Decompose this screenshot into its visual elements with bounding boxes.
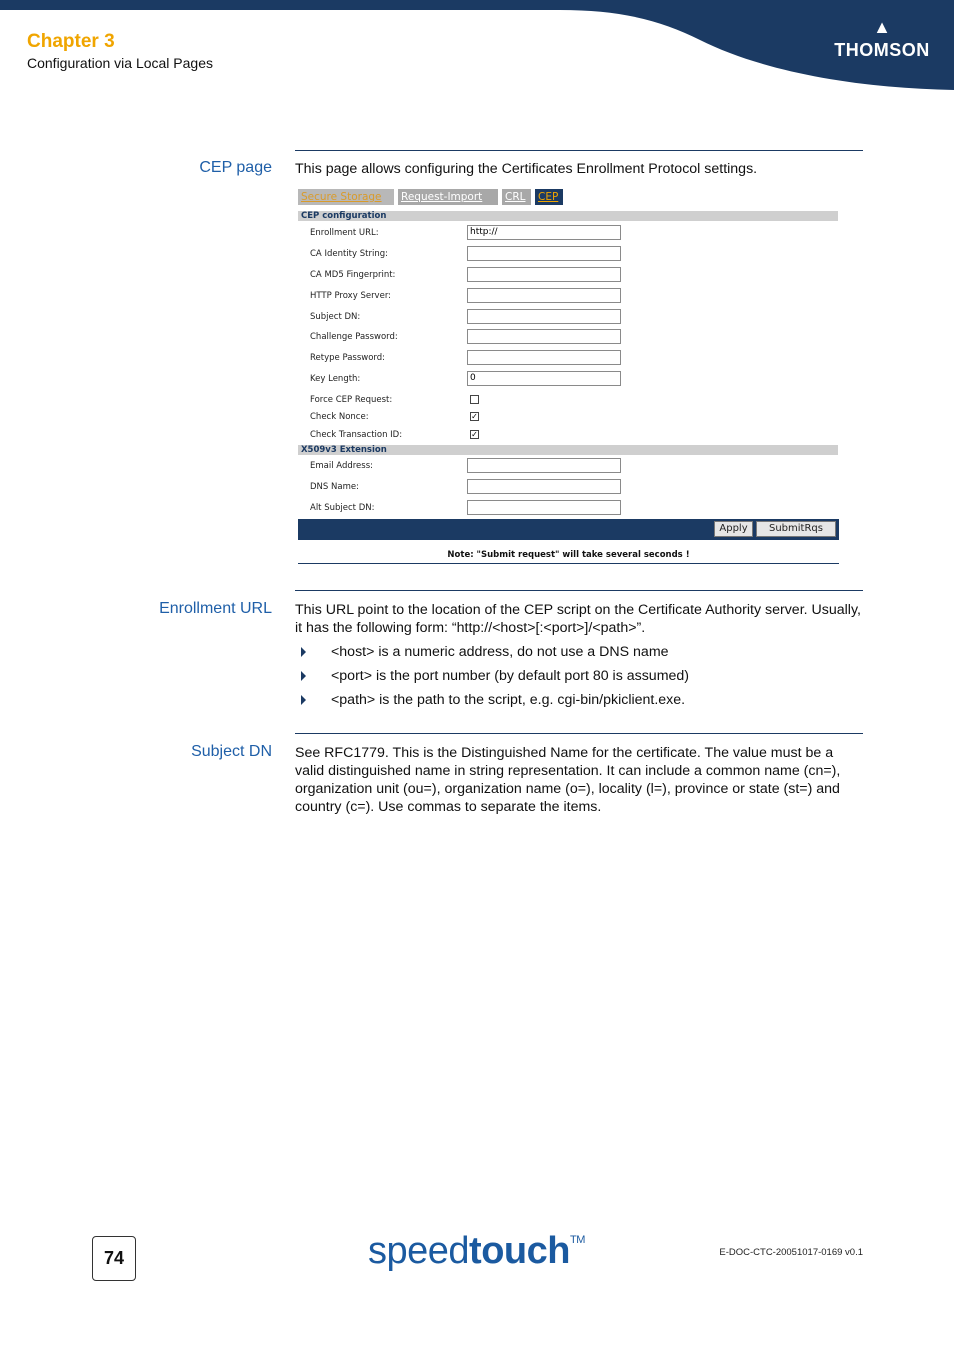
cep-page-text: This page allows configuring the Certificates Enrollment Protocol settings.: [295, 161, 758, 177]
form-row-subject-dn: [310, 309, 830, 327]
enrollment-url-text: This URL point to the location of the CEP script on the Certificate Authority server. Usually, it has the following form: “http://<host>[:<port>]/<path>”.: [295, 602, 861, 636]
subject-dn-heading: Subject DN: [191, 743, 272, 760]
speedtouch-logo-bold: touch: [469, 1230, 570, 1272]
check-transaction-id-checkbox[interactable]: ✓: [471, 430, 478, 439]
form-row-email-address: [310, 458, 830, 476]
bullet-text: <host> is a numeric address, do not use a DNS name: [331, 644, 669, 660]
form-row-ca-md5: [310, 267, 830, 285]
http-proxy-input[interactable]: [467, 288, 621, 303]
submit-request-button[interactable]: SubmitRqs: [756, 521, 836, 537]
section-divider: [295, 150, 863, 151]
field-label: Force CEP Request:: [310, 395, 393, 405]
submit-note: Note: "Submit request" will take several seconds !: [447, 550, 690, 560]
enrollment-url-heading: Enrollment URL: [159, 600, 272, 617]
field-label: CA MD5 Fingerprint:: [310, 270, 396, 280]
subject-dn-input[interactable]: [467, 309, 621, 324]
bullet-arrow-icon: [301, 647, 306, 657]
note-divider: [298, 563, 839, 564]
force-cep-checkbox[interactable]: [470, 395, 479, 404]
page-number: 74: [92, 1236, 136, 1281]
form-row-key-length: [310, 371, 830, 389]
field-label: Check Transaction ID:: [310, 430, 403, 440]
alt-subject-dn-input[interactable]: [467, 500, 621, 515]
field-label: HTTP Proxy Server:: [310, 291, 392, 301]
speedtouch-logo-light: speed: [368, 1230, 470, 1272]
apply-button[interactable]: Apply: [714, 521, 753, 537]
bullet-text: <path> is the path to the script, e.g. cgi-bin/pkiclient.exe.: [331, 692, 686, 708]
document-id: E-DOC-CTC-20051017-0169 v0.1: [719, 1247, 863, 1258]
thomson-logo-icon: ▲: [873, 17, 891, 37]
section-divider: [295, 590, 863, 591]
email-address-input[interactable]: [467, 458, 621, 473]
bullet-text: <port> is the port number (by default port 80 is assumed): [331, 668, 690, 684]
list-item: [295, 667, 863, 685]
x509-extension-header: X509v3 Extension: [298, 445, 838, 455]
cep-config-screenshot: [298, 187, 839, 567]
form-row-challenge-password: [310, 329, 830, 347]
form-row-check-transaction-id: [310, 427, 830, 445]
field-label: Alt Subject DN:: [310, 503, 375, 513]
field-label: Check Nonce:: [310, 412, 369, 422]
field-label: Email Address:: [310, 461, 373, 471]
ca-md5-input[interactable]: [467, 267, 621, 282]
form-row-alt-subject-dn: [310, 500, 830, 518]
field-label: Enrollment URL:: [310, 228, 379, 238]
speedtouch-logo: [368, 1230, 585, 1273]
form-row-ca-identity: [310, 246, 830, 264]
ca-identity-input[interactable]: [467, 246, 621, 261]
list-item: [295, 691, 863, 709]
thomson-logo: [832, 18, 932, 61]
bullet-arrow-icon: [301, 671, 306, 681]
field-label: Subject DN:: [310, 312, 361, 322]
challenge-password-input[interactable]: [467, 329, 621, 344]
field-label: CA Identity String:: [310, 249, 388, 259]
tab-request-import[interactable]: Request-Import: [398, 189, 498, 205]
check-nonce-checkbox[interactable]: ✓: [471, 412, 478, 421]
form-row-dns-name: [310, 479, 830, 497]
enrollment-url-bullets: [295, 643, 863, 715]
field-label: DNS Name:: [310, 482, 359, 492]
form-row-check-nonce: [310, 409, 830, 427]
thomson-logo-text: THOMSON: [834, 40, 930, 60]
chapter-subtitle: Configuration via Local Pages: [27, 55, 214, 71]
trademark-mark: TM: [569, 1234, 585, 1246]
field-label: Retype Password:: [310, 353, 386, 363]
cep-page-heading: CEP page: [199, 159, 272, 176]
cep-configuration-header: CEP configuration: [298, 211, 838, 221]
section-divider: [295, 733, 863, 734]
dns-name-input[interactable]: [467, 479, 621, 494]
key-length-input[interactable]: 0: [467, 371, 621, 386]
form-row-retype-password: [310, 350, 830, 368]
action-bar: [298, 519, 839, 540]
chapter-title: Chapter 3: [27, 31, 115, 52]
field-label: Challenge Password:: [310, 332, 398, 342]
tab-bar: [298, 189, 563, 205]
enrollment-url-input[interactable]: http://: [467, 225, 621, 240]
field-label: Key Length:: [310, 374, 361, 384]
list-item: [295, 643, 863, 661]
tab-cep[interactable]: CEP: [535, 189, 563, 205]
form-row-force-cep: [310, 392, 830, 410]
tab-crl[interactable]: CRL: [502, 189, 531, 205]
retype-password-input[interactable]: [467, 350, 621, 365]
header-banner: [0, 0, 954, 95]
form-row-http-proxy: [310, 288, 830, 306]
bullet-arrow-icon: [301, 695, 306, 705]
subject-dn-text: See RFC1779. This is the Distinguished Name for the certificate. The value must be a valid distinguished name in string representation. It can include a common name (cn=), organization unit (ou=), organization name (o=), locality (l=), province or state (st=) and country (c=). Use commas to separate the items.: [295, 745, 841, 815]
form-row-enrollment-url: [310, 225, 830, 243]
tab-secure-storage[interactable]: Secure Storage: [298, 189, 394, 205]
